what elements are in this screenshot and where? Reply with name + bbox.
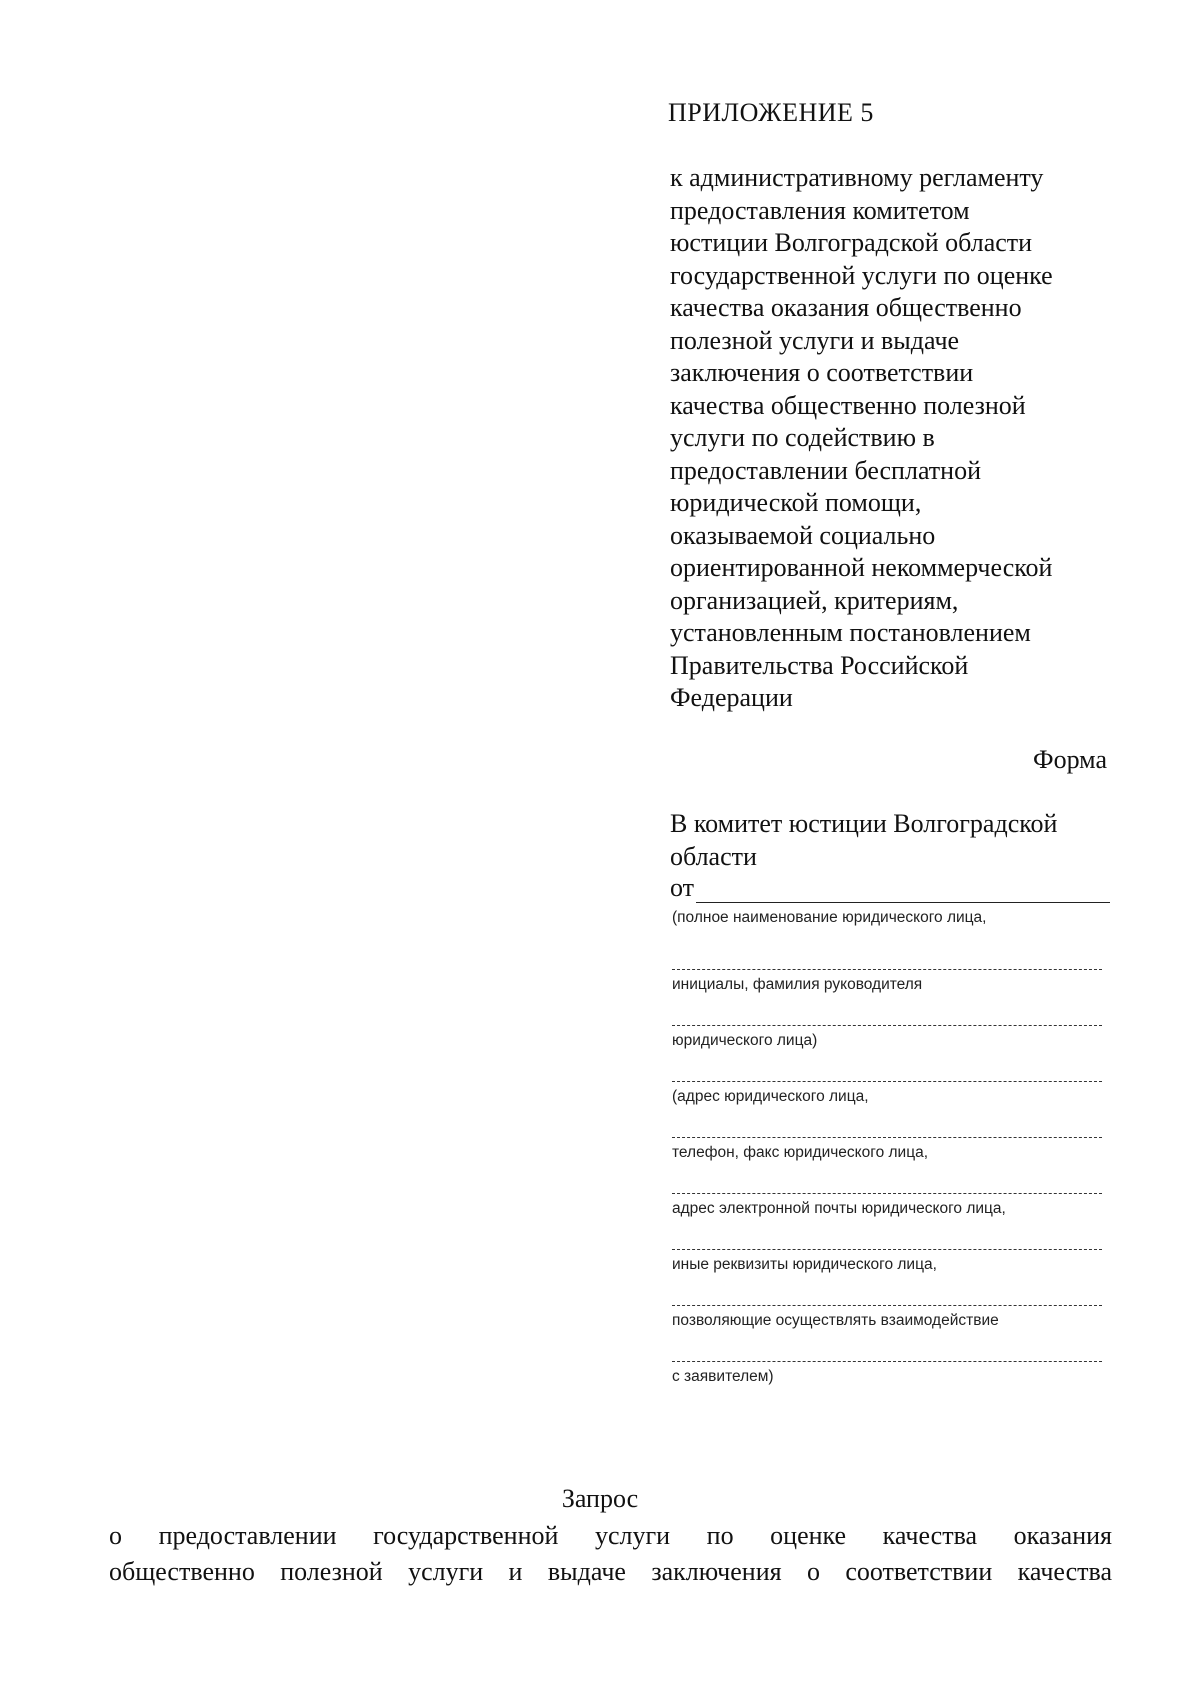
blank-line bbox=[672, 1305, 1102, 1306]
request-line: общественно полезной услуги и выдаче заключения о соответствии качества bbox=[109, 1557, 1112, 1586]
appendix-line: юстиции Волгоградской области bbox=[670, 228, 1033, 257]
addressee-line: В комитет юстиции Волгоградской bbox=[670, 809, 1058, 838]
field-caption: адрес электронной почты юридического лица, bbox=[672, 1200, 1006, 1217]
field-caption: с заявителем) bbox=[672, 1368, 774, 1385]
blank-line bbox=[672, 1361, 1102, 1362]
appendix-line: Правительства Российской bbox=[670, 650, 969, 680]
appendix-line: предоставления комитетом bbox=[670, 195, 970, 225]
field-caption: позволяющие осуществлять взаимодействие bbox=[672, 1312, 999, 1329]
applicant-field bbox=[672, 1081, 1102, 1106]
applicant-field bbox=[672, 1305, 1102, 1330]
field-caption: инициалы, фамилия руководителя bbox=[672, 976, 923, 993]
blank-line bbox=[672, 969, 1102, 970]
applicant-field bbox=[672, 1137, 1102, 1162]
appendix-title: ПРИЛОЖЕНИЕ 5 bbox=[668, 98, 874, 127]
applicant-field bbox=[672, 1249, 1102, 1274]
from-blank-line bbox=[696, 880, 1110, 903]
from-label: от bbox=[670, 873, 695, 902]
field-caption: (полное наименование юридического лица, bbox=[672, 909, 987, 926]
appendix-line: Федерации bbox=[670, 683, 793, 712]
applicant-field bbox=[672, 1361, 1102, 1386]
request-text bbox=[109, 1518, 1112, 1590]
appendix-line: ориентированной некоммерческой bbox=[670, 553, 1053, 582]
appendix-line: полезной услуги и выдаче bbox=[670, 325, 960, 355]
field-caption: иные реквизиты юридического лица, bbox=[672, 1256, 937, 1273]
appendix-line: к административному регламенту bbox=[670, 163, 1044, 192]
field-caption: (адрес юридического лица, bbox=[672, 1088, 869, 1105]
blank-line bbox=[672, 1137, 1102, 1138]
applicant-field bbox=[672, 1025, 1102, 1050]
blank-line bbox=[672, 1249, 1102, 1250]
appendix-line: качества оказания общественно bbox=[670, 293, 1022, 322]
appendix-line: государственной услуги по оценке bbox=[670, 260, 1053, 290]
appendix-line: заключения о соответствии bbox=[670, 358, 974, 387]
request-title: Запрос bbox=[561, 1484, 639, 1513]
appendix-line: установленным постановлением bbox=[670, 618, 1031, 647]
applicant-field bbox=[672, 1193, 1102, 1218]
blank-line bbox=[672, 1193, 1102, 1194]
applicant-field bbox=[672, 969, 1102, 994]
appendix-description bbox=[670, 162, 1120, 715]
appendix-line: предоставлении бесплатной bbox=[670, 455, 981, 485]
field-caption: юридического лица) bbox=[672, 1032, 818, 1049]
form-label: Форма bbox=[1033, 745, 1107, 774]
appendix-line: качества общественно полезной bbox=[670, 390, 1026, 420]
appendix-line: оказываемой социально bbox=[670, 520, 936, 550]
field-caption: телефон, факс юридического лица, bbox=[672, 1144, 928, 1161]
appendix-line: юридической помощи, bbox=[670, 488, 922, 517]
addressee bbox=[670, 807, 1110, 873]
from-field bbox=[670, 873, 1110, 903]
blank-line bbox=[672, 1081, 1102, 1082]
appendix-line: услуги по содействию в bbox=[670, 423, 935, 452]
request-line: о предоставлении государственной услуги по оценке качества оказания bbox=[109, 1521, 1112, 1550]
addressee-line: области bbox=[670, 842, 757, 871]
blank-line bbox=[672, 1025, 1102, 1026]
appendix-line: организацией, критериям, bbox=[670, 585, 959, 615]
applicant-field bbox=[672, 909, 1102, 927]
